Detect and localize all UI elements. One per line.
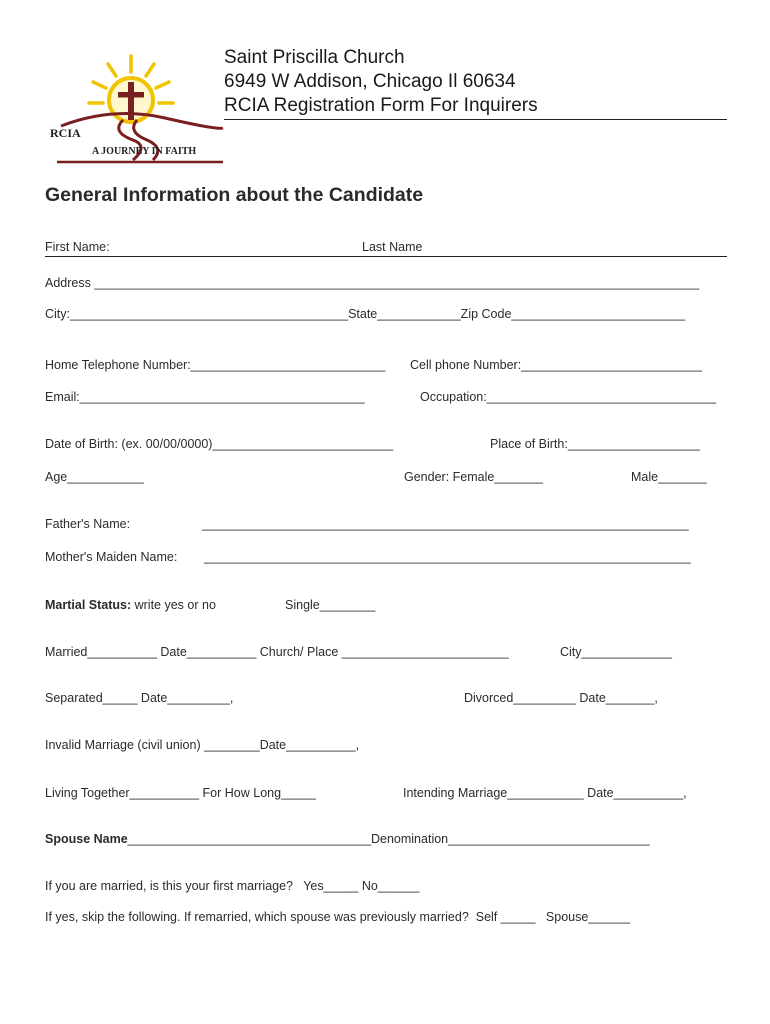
age-field[interactable]: Age___________ [45, 470, 144, 484]
section-title: General Information about the Candidate [45, 184, 424, 206]
spouse-name-row [45, 832, 650, 846]
home-phone-field[interactable]: Home Telephone Number:____________________________ [45, 358, 386, 372]
name-rule[interactable] [45, 256, 727, 257]
marital-status-title: Martial Status: [45, 598, 132, 612]
married-city-field[interactable]: City_____________ [560, 645, 672, 659]
last-name-label: Last Name [362, 240, 423, 254]
date-of-birth-field[interactable]: Date of Birth: (ex. 00/00/0000)__________________________ [45, 437, 394, 451]
logo-tagline: A JOURNEY IN FAITH [92, 146, 197, 157]
spouse-denomination-field[interactable]: ___________________________________Denomination_____________________________ [127, 832, 650, 846]
rcia-logo [44, 30, 219, 160]
fathers-name-field[interactable]: ______________________________________________________________________ [202, 517, 689, 531]
form-title: RCIA Registration Form For Inquirers [224, 95, 538, 116]
mothers-name-field[interactable]: ______________________________________________________________________ [204, 550, 691, 564]
living-together-field[interactable]: Living Together__________ For How Long_____ [45, 786, 316, 800]
single-field[interactable]: Single________ [285, 598, 376, 612]
marital-status-label [45, 598, 216, 612]
marital-status-hint: write yes or no [131, 598, 216, 612]
gender-male-field[interactable]: Male_______ [631, 470, 707, 484]
address-field[interactable]: Address _______________________________________________________________________________________ [45, 276, 700, 290]
city-state-zip-field[interactable]: City:________________________________________State____________Zip Code_________________________ [45, 307, 686, 321]
church-name: Saint Priscilla Church [224, 47, 405, 68]
divorced-field[interactable]: Divorced_________ Date_______, [464, 691, 658, 705]
first-name-label: First Name: [45, 240, 110, 254]
logo-acronym: RCIA [50, 126, 81, 140]
mothers-name-label: Mother's Maiden Name: [45, 550, 178, 564]
invalid-marriage-field[interactable]: Invalid Marriage (civil union) ________Date__________, [45, 738, 360, 752]
header-rule [224, 119, 727, 120]
intending-marriage-field[interactable]: Intending Marriage___________ Date__________, [403, 786, 687, 800]
previously-married-question[interactable]: If yes, skip the following. If remarried, which spouse was previously married? Self _____ Spouse______ [45, 910, 631, 924]
place-of-birth-field[interactable]: Place of Birth:___________________ [490, 437, 700, 451]
separated-field[interactable]: Separated_____ Date_________, [45, 691, 234, 705]
church-address: 6949 W Addison, Chicago Il 60634 [224, 71, 516, 92]
gender-female-field[interactable]: Gender: Female_______ [404, 470, 543, 484]
rcia-logo-graphic [53, 48, 228, 178]
email-field[interactable]: Email:_________________________________________ [45, 390, 365, 404]
first-marriage-question[interactable]: If you are married, is this your first marriage? Yes_____ No______ [45, 879, 420, 893]
married-field[interactable]: Married__________ Date__________ Church/ Place ________________________ [45, 645, 509, 659]
fathers-name-label: Father's Name: [45, 517, 131, 531]
cell-phone-field[interactable]: Cell phone Number:__________________________ [410, 358, 702, 372]
spouse-name-label: Spouse Name [45, 832, 128, 846]
occupation-field[interactable]: Occupation:_________________________________ [420, 390, 717, 404]
